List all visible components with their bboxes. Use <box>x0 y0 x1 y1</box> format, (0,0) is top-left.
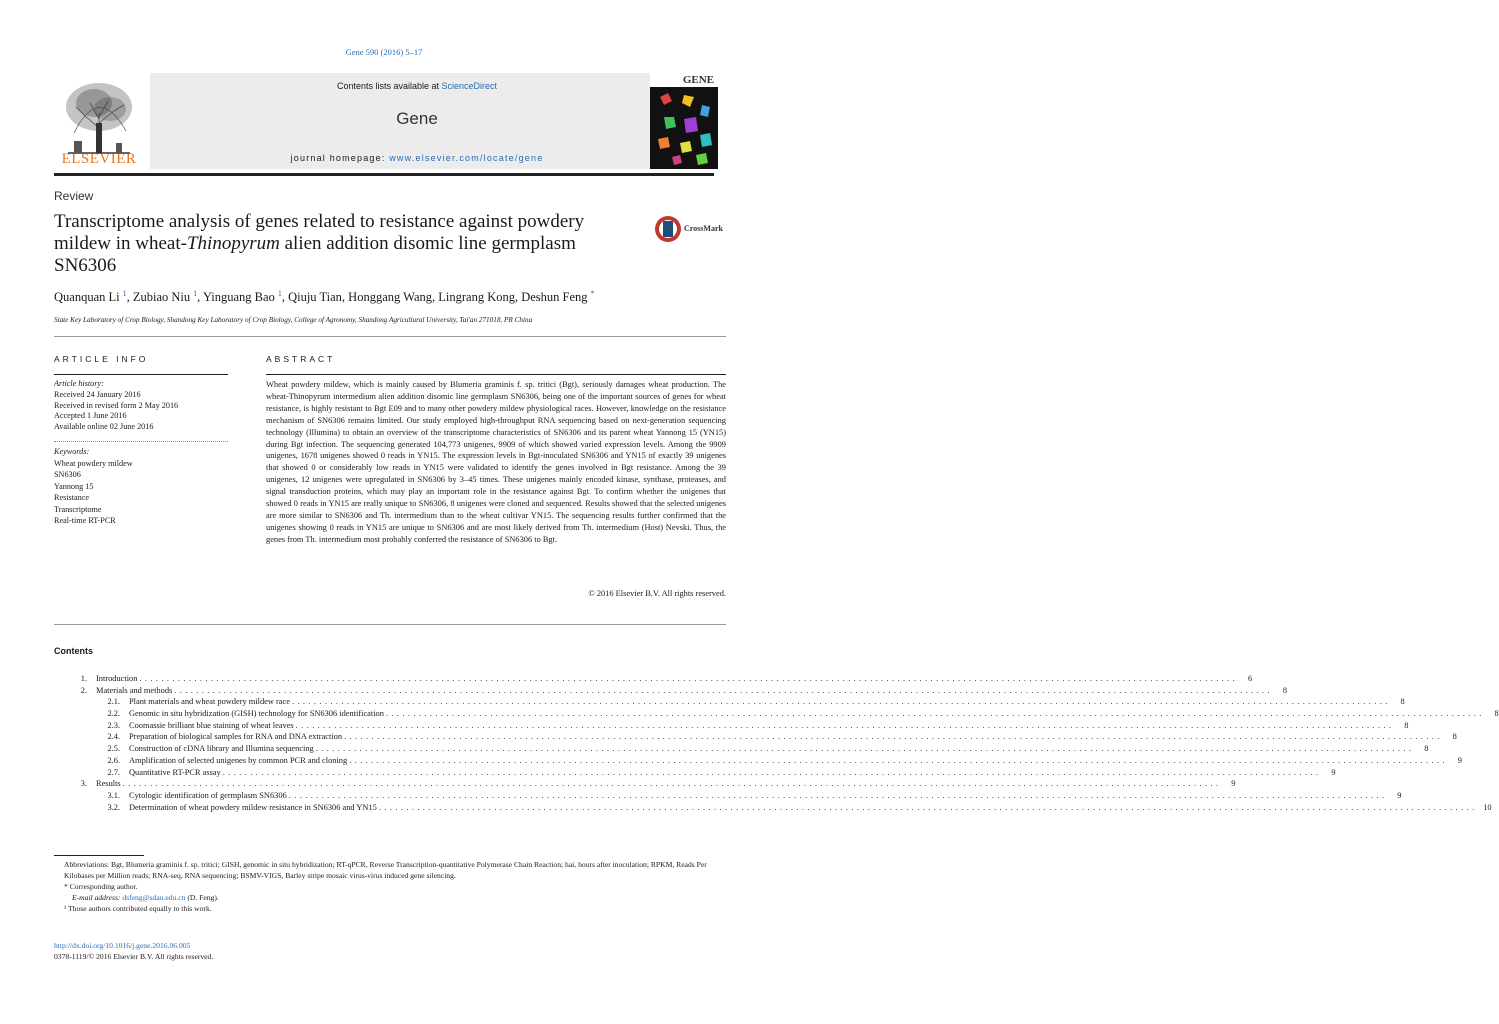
toc-entry[interactable] <box>54 790 1402 802</box>
toc-number: 2.3. <box>107 720 120 730</box>
homepage-prefix: journal homepage: <box>290 153 390 163</box>
corresponding-marker[interactable]: * <box>590 289 595 298</box>
toc-label[interactable]: Quantitative RT-PCR assay <box>129 767 221 777</box>
toc-page-number: 9 <box>1231 779 1236 789</box>
toc-label[interactable]: Results <box>96 779 121 789</box>
crossmark-icon <box>654 214 682 244</box>
abstract-copyright: © 2016 Elsevier B.V. All rights reserved. <box>588 589 726 598</box>
toc-leader-dots: ........................................................................................................................................................................................................ <box>288 790 1388 800</box>
journal-cover-image[interactable] <box>650 73 718 169</box>
toc-page-number: 8 <box>1452 732 1457 742</box>
header-rule <box>54 173 714 176</box>
author-name[interactable]: Honggang Wang <box>348 290 432 305</box>
toc-gap <box>87 673 96 685</box>
header-center-panel <box>150 73 684 169</box>
journal-homepage-line <box>150 153 684 163</box>
toc-number: 2. <box>80 685 87 695</box>
toc-gap <box>120 790 129 802</box>
toc-entry[interactable] <box>54 685 1288 697</box>
toc-number: 2.5. <box>107 744 120 754</box>
toc-leader-dots: ........................................................................................................................................................................................................ <box>344 732 1443 742</box>
toc-entry[interactable] <box>54 743 1429 755</box>
toc-gap <box>120 708 129 720</box>
crossmark-badge[interactable] <box>654 214 726 246</box>
abstract-heading: ABSTRACT <box>266 354 336 364</box>
toc-label[interactable]: Preparation of biological samples for RNA and DNA extraction <box>129 732 343 742</box>
article-title <box>54 211 624 277</box>
abstract-text: Wheat powdery mildew, which is mainly caused by Blumeria graminis f. sp. tritici (Bgt), seriously damages wheat production. The wheat-Thinopyrum intermedium alien addition disomic line germplasm SN6306, being one of the important sources of genes for wheat resistance, is highly resistant to Bgt E09 and to many other powdery mildew physiological races. However, knowledge on the resistance mechanism of SN6306 remains limited. Our study employed high-throughput RNA sequencing based on next-generation sequencing technology (Illumina) to obtain an overview of the transcriptome characteristics of SN6306 and its parent wheat Yannong 15 (YN15) during Bgt infection. The sequencing generated 104,773 unigenes, 9909 of which showed varied expression levels. Among the 9909 unigenes, 1678 unigenes showed 0 reads in YN15. The expression levels in Bgt-inoculated SN6306 and YN15 of exactly 39 unigenes that showed 0 or considerably low reads in YN15 were validated to identify the genes involved in Bgt resistance. Among the 39 unigenes, 12 unigenes were upregulated in SN6306 by 3–45 times. These unigenes mainly encoded kinase, synthase, proteases, and signal transduction proteins, which may play an important role in the resistance against Bgt. To confirm whether the unigenes that showed 0 reads in YN15 are really unique to SN6306, 8 unigenes were cloned and sequenced. Results showed that the selected unigenes are more similar to SN6306 and Th. intermedium than to the wheat cultivar YN15. The sequencing results further confirmed that the unigenes showing 0 reads in YN15 are unique to SN6306 and are most likely derived from Th. intermedium (Host) Nevski. Thus, the genes from Th. intermedium most probably conferred the resistance of SN6306 to Bgt. <box>266 380 726 544</box>
footnotes <box>54 859 726 914</box>
keyword-item: Yannong 15 <box>54 481 94 491</box>
email-link[interactable]: dsfeng@sdau.edu.cn <box>122 893 186 902</box>
toc-label[interactable]: Plant materials and wheat powdery mildew race <box>129 697 290 707</box>
cover-title: GENE <box>682 74 714 86</box>
abstract-rule <box>266 374 726 375</box>
keyword-item: SN6306 <box>54 470 81 479</box>
history-item: Accepted 1 June 2016 <box>54 411 127 421</box>
toc-entry[interactable] <box>54 720 1409 732</box>
toc-leader-dots: ........................................................................................................................................................................................................ <box>222 767 1322 777</box>
toc-entry[interactable] <box>54 778 1236 790</box>
elsevier-logo[interactable] <box>54 73 144 169</box>
toc-entry[interactable] <box>54 673 1253 685</box>
author-name[interactable]: Quanquan Li <box>54 290 120 305</box>
author-list: Quanquan Li $^1$, Zubiao Niu $^1$, Yinguang Bao $^1$, Qiuju Tian, Honggang Wang, Lingrang Kong, Deshun Feng * <box>54 289 595 305</box>
toc-page-number: 9 <box>1331 767 1336 777</box>
toc-gap <box>120 802 129 814</box>
toc-number: 2.6. <box>107 755 120 765</box>
keyword-item: Resistance <box>54 493 90 502</box>
toc-gap <box>120 720 129 732</box>
keyword-item: Real-time RT-PCR <box>54 516 116 525</box>
history-label: Article history: <box>54 379 104 388</box>
article-type: Review <box>54 189 94 203</box>
author-affiliation-marker[interactable]: 1 <box>277 289 282 298</box>
keyword-item: Wheat powdery mildew <box>54 458 133 468</box>
toc-label[interactable]: Determination of wheat powdery mildew resistance in SN6306 and YN15 <box>129 802 377 812</box>
author-name[interactable]: Deshun Feng <box>521 290 588 305</box>
email-suffix: (D. Feng). <box>185 893 219 902</box>
toc-leader-dots: ........................................................................................................................................................................................................ <box>174 685 1274 695</box>
author-name[interactable]: Zubiao Niu <box>132 290 191 305</box>
email-label: E-mail address: <box>72 893 123 902</box>
toc-gap <box>87 778 96 790</box>
toc-gap <box>120 755 129 767</box>
toc-number: 3. <box>80 779 87 789</box>
toc-leader-dots: ........................................................................................................................................................................................................ <box>295 720 1395 730</box>
homepage-link[interactable]: www.elsevier.com/locate/gene <box>389 153 544 163</box>
author-affiliation-marker[interactable]: 1 <box>122 289 127 298</box>
toc-label[interactable]: Introduction <box>96 674 138 683</box>
equal-contribution-note: ¹ Those authors contributed equally to this work. <box>64 904 212 913</box>
article-info-heading: ARTICLE INFO <box>54 354 149 364</box>
journal-reference-link[interactable]: Gene 590 (2016) 5–17 <box>345 47 423 57</box>
toc-entry[interactable] <box>54 696 1405 708</box>
toc-page-number: 10 <box>1483 802 1492 812</box>
table-of-contents <box>54 673 1499 813</box>
toc-label[interactable]: Genomic in situ hybridization (GISH) technology for SN6306 identification <box>129 709 384 719</box>
toc-page-number: 8 <box>1404 720 1409 730</box>
title-part1: Transcriptome analysis of genes related to resistance against powdery mildew in wheat- <box>54 211 585 254</box>
corresponding-author-note: * Corresponding author. <box>64 882 138 891</box>
keywords-label: Keywords: <box>54 447 90 456</box>
affiliation-rule <box>54 336 726 337</box>
toc-label[interactable]: Cytologic identification of germplasm SN6306 <box>129 790 287 800</box>
toc-page-number: 8 <box>1494 709 1499 719</box>
contents-rule <box>54 624 726 625</box>
toc-number: 1. <box>80 674 87 683</box>
keyword-item: Transcriptome <box>54 504 102 514</box>
toc-entry[interactable] <box>54 767 1336 779</box>
toc-entry[interactable] <box>54 802 1492 814</box>
toc-number: 2.1. <box>107 697 120 707</box>
toc-label[interactable]: Coomassie brilliant blue staining of wheat leaves <box>129 720 294 730</box>
toc-number: 3.2. <box>107 802 120 812</box>
sciencedirect-link[interactable]: ScienceDirect <box>441 81 498 91</box>
toc-number: 2.7. <box>107 767 120 777</box>
toc-label[interactable]: Amplification of selected unigenes by common PCR and cloning <box>129 755 348 765</box>
elsevier-wordmark: ELSEVIER <box>61 151 137 167</box>
toc-leader-dots: ........................................................................................................................................................................................................ <box>315 744 1415 754</box>
author-name[interactable]: Lingrang Kong <box>438 290 515 305</box>
toc-leader-dots: ........................................................................................................................................................................................................ <box>378 802 1478 812</box>
title-italic: Thinopyrum <box>186 233 280 254</box>
crossmark-label: CrossMark <box>684 224 723 233</box>
toc-gap <box>120 696 129 708</box>
title-part2: alien addition disomic line germplasm SN6306 <box>54 233 576 276</box>
author-affiliation-marker[interactable]: 1 <box>193 289 198 298</box>
toc-gap <box>120 743 129 755</box>
keywords <box>54 446 234 527</box>
toc-gap <box>120 731 129 743</box>
toc-page-number: 6 <box>1247 674 1253 683</box>
toc-page-number: 8 <box>1400 697 1405 707</box>
history-item: Received 24 January 2016 <box>54 389 141 399</box>
toc-leader-dots: ........................................................................................................................................................................................................ <box>349 755 1448 765</box>
toc-label[interactable]: Construction of cDNA library and Illumina sequencing <box>129 744 314 754</box>
contents-prefix: Contents lists available at <box>336 81 442 91</box>
footnote-rule <box>54 855 144 856</box>
doi-link[interactable]: http://dx.doi.org/10.1016/j.gene.2016.06.005 <box>54 941 191 950</box>
toc-page-number: 8 <box>1282 685 1288 695</box>
article-history <box>54 379 234 433</box>
toc-number: 2.4. <box>107 732 120 742</box>
cover-art-icon <box>650 87 718 169</box>
toc-page-number: 8 <box>1424 744 1429 754</box>
toc-page-number: 9 <box>1397 790 1402 800</box>
toc-label[interactable]: Materials and methods <box>96 685 173 695</box>
history-item: Available online 02 June 2016 <box>54 422 154 432</box>
toc-gap <box>120 767 129 779</box>
toc-number: 2.2. <box>107 709 120 719</box>
toc-gap <box>87 685 96 697</box>
author-name[interactable]: Qiuju Tian <box>288 290 342 305</box>
author-name[interactable]: Yinguang Bao <box>202 290 275 305</box>
toc-leader-dots: ........................................................................................................................................................................................................ <box>291 697 1391 707</box>
toc-number: 3.1. <box>107 790 120 800</box>
issn-line: 0378-1119/© 2016 Elsevier B.V. All rights reserved. <box>54 952 214 961</box>
abbreviations-footnote: Abbreviations: Bgt, Blumeria graminis f. sp. tritici; GISH, genomic in situ hybridization; RT-qPCR, Reverse Transcription-quantitative Polymerase Chain Reaction; hai, hours after inoculation; RPKM, Reads Per Kilobases per Million reads; RNA-seq, RNA sequencing; BSMV-VIGS, Barley stripe mosaic virus-virus induced gene silencing. <box>64 860 707 880</box>
article-info-rule <box>54 374 228 375</box>
doi-block <box>54 940 213 962</box>
email-note <box>54 892 726 903</box>
toc-entry[interactable] <box>54 731 1457 743</box>
keywords-rule <box>54 441 228 442</box>
journal-name[interactable]: Gene <box>396 109 438 128</box>
contents-title: Contents <box>54 646 93 656</box>
journal-header <box>54 73 714 169</box>
toc-page-number: 9 <box>1457 755 1462 765</box>
toc-leader-dots: ........................................................................................................................................................................................................ <box>122 779 1222 789</box>
toc-leader-dots: ........................................................................................................................................................................................................ <box>385 709 1485 719</box>
toc-entry[interactable] <box>54 708 1499 720</box>
contents-available-line <box>150 81 684 91</box>
history-item: Received in revised form 2 May 2016 <box>54 400 179 410</box>
toc-entry[interactable] <box>54 755 1462 767</box>
toc-leader-dots: ........................................................................................................................................................................................................ <box>139 674 1239 683</box>
affiliation: State Key Laboratory of Crop Biology, Shandong Key Laboratory of Crop Biology, College of Agronomy, Shandong Agricultural University, Tai'an 271018, PR China <box>54 316 533 324</box>
